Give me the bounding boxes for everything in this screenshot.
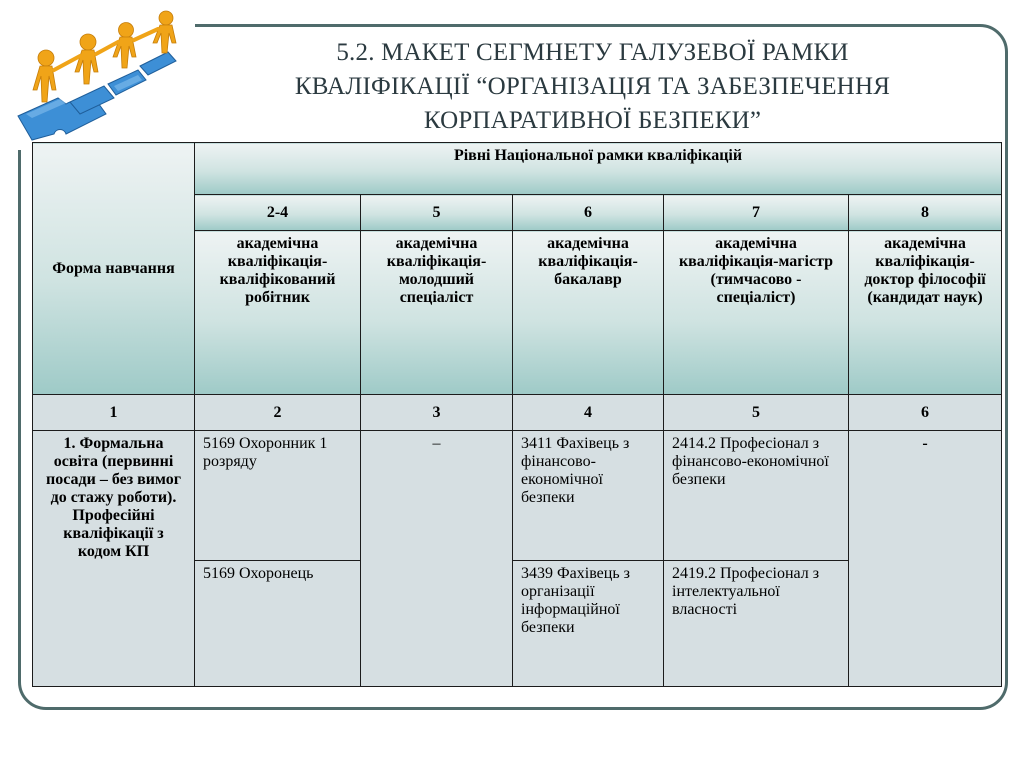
level-cell: 5 (361, 195, 513, 231)
level-cell: 6 (513, 195, 664, 231)
table-cell: – (361, 431, 513, 687)
qualification-table (32, 142, 1002, 687)
table-cell: - (849, 431, 1002, 687)
level-cell: 7 (664, 195, 849, 231)
column-number: 6 (849, 395, 1002, 431)
title-line-2: КВАЛІФІКАЦІЇ “ОРГАНІЗАЦІЯ ТА ЗАБЕЗПЕЧЕННЯ (294, 73, 891, 100)
title-line-1: 5.2. МАКЕТ СЕГМНЕТУ ГАЛУЗЕВОЇ РАМКИ (336, 39, 849, 66)
form-of-study-header: Форма навчання (33, 143, 195, 395)
qualification-cell: академічна кваліфікація-бакалавр (513, 231, 664, 395)
column-number: 4 (513, 395, 664, 431)
level-cell: 8 (849, 195, 1002, 231)
qualification-cell: академічна кваліфікація-кваліфікований робітник (195, 231, 361, 395)
table-cell: 3411 Фахівець з фінансово-економічної безпеки (513, 431, 664, 561)
puzzle-people-icon (8, 6, 193, 141)
levels-header: Рівні Національної рамки кваліфікацій (195, 143, 1002, 195)
qualification-cell: академічна кваліфікація-магістр (тимчасово - спеціаліст) (664, 231, 849, 395)
table-cell: 2419.2 Професіонал з інтелектуальної власності (664, 561, 849, 687)
table-cell: 2414.2 Професіонал з фінансово-економічної безпеки (664, 431, 849, 561)
column-number: 3 (361, 395, 513, 431)
slide-title (215, 36, 970, 138)
column-number: 2 (195, 395, 361, 431)
column-number: 1 (33, 395, 195, 431)
level-cell: 2-4 (195, 195, 361, 231)
table-cell: 5169 Охоронник 1 розряду (195, 431, 361, 561)
table-cell: 3439 Фахівець з організації інформаційної безпеки (513, 561, 664, 687)
title-line-3: КОРПАРАТИВНОЇ БЕЗПЕКИ” (423, 107, 762, 134)
row-label: 1. Формальна освіта (первинні посади – без вимог до стажу роботи). Професійні кваліфікації з кодом КП (33, 431, 195, 687)
qualification-cell: академічна кваліфікація-молодший спеціаліст (361, 231, 513, 395)
column-number: 5 (664, 395, 849, 431)
qualification-cell: академічна кваліфікація-доктор філософії (кандидат наук) (849, 231, 1002, 395)
table-cell: 5169 Охоронець (195, 561, 361, 687)
